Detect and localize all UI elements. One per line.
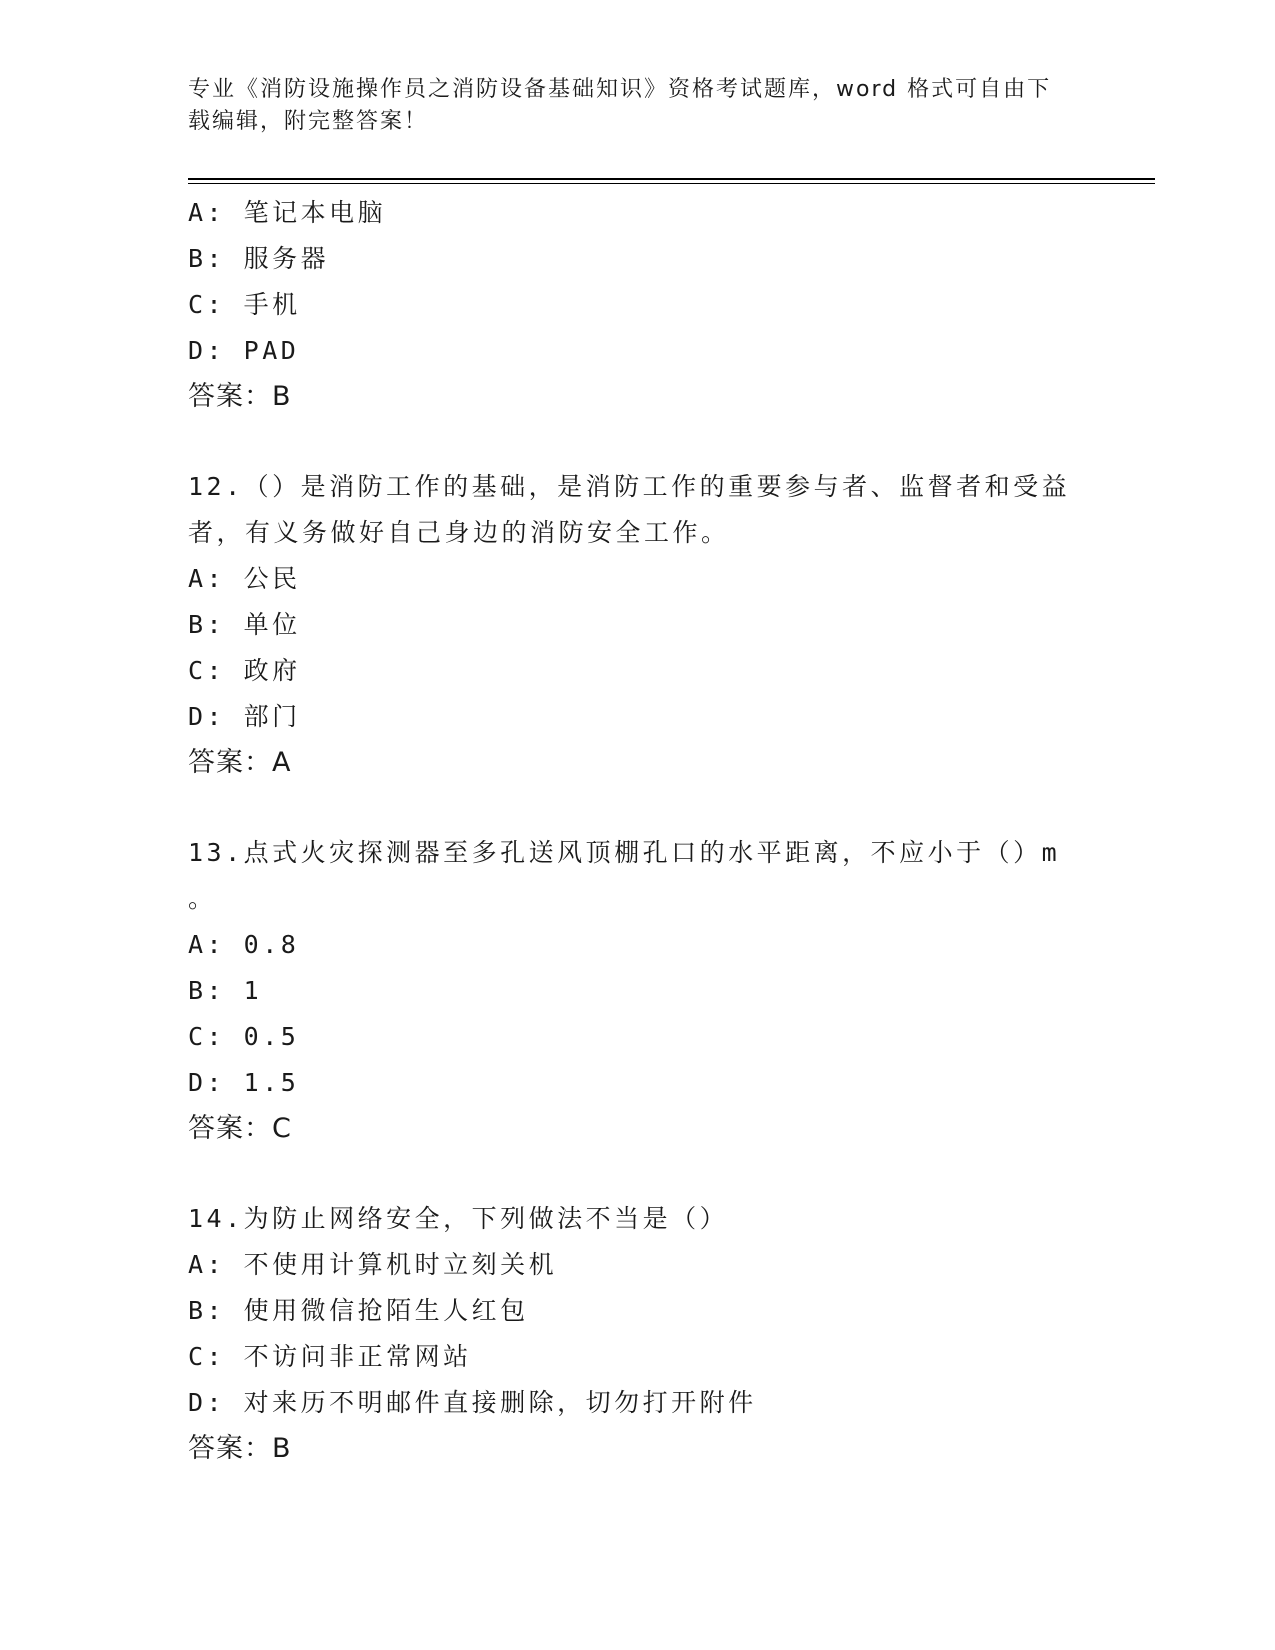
header-divider-thick — [188, 178, 1155, 180]
block-spacer — [188, 420, 1088, 464]
option-c: C: 手机 — [188, 290, 301, 319]
question-text-line-1: 14.为防止网络安全，下列做法不当是（） — [188, 1204, 729, 1233]
question-text-line-1: 12.（）是消防工作的基础，是消防工作的重要参与者、监督者和受益 — [188, 472, 1071, 501]
question-text-line-2: 者，有义务做好自己身边的消防安全工作。 — [188, 518, 730, 547]
option-a: A: 笔记本电脑 — [188, 198, 387, 227]
question-list — [188, 190, 1088, 1472]
answer-line: 答案：A — [188, 747, 292, 778]
question-block-14 — [188, 1196, 1088, 1472]
answer-line: 答案：C — [188, 1113, 292, 1144]
option-b: B: 服务器 — [188, 244, 330, 273]
answer-line: 答案：B — [188, 381, 292, 412]
header-line-2: 载编辑，附完整答案！ — [188, 109, 429, 134]
block-spacer — [188, 1152, 1088, 1196]
question-block-12 — [188, 464, 1088, 786]
option-a: A: 公民 — [188, 564, 301, 593]
question-block-11 — [188, 190, 1088, 420]
question-text-line-2: 。 — [188, 884, 217, 913]
block-spacer — [188, 786, 1088, 830]
option-d: D: 部门 — [188, 702, 301, 731]
option-d: D: PAD — [188, 336, 300, 365]
question-block-13 — [188, 830, 1088, 1152]
option-b: B: 使用微信抢陌生人红包 — [188, 1296, 529, 1325]
option-c: C: 0.5 — [188, 1022, 300, 1051]
header-line-1: 专业《消防设施操作员之消防设备基础知识》资格考试题库，word 格式可自由下 — [188, 77, 1052, 102]
option-a: A: 0.8 — [188, 930, 300, 959]
option-d: D: 对来历不明邮件直接删除，切勿打开附件 — [188, 1388, 757, 1417]
document-header — [188, 74, 1088, 138]
question-text-line-1: 13.点式火灾探测器至多孔送风顶棚孔口的水平距离，不应小于（）m — [188, 838, 1061, 867]
option-b: B: 单位 — [188, 610, 301, 639]
option-b: B: 1 — [188, 976, 263, 1005]
answer-line: 答案：B — [188, 1433, 292, 1464]
option-d: D: 1.5 — [188, 1068, 300, 1097]
option-a: A: 不使用计算机时立刻关机 — [188, 1250, 558, 1279]
option-c: C: 政府 — [188, 656, 301, 685]
option-c: C: 不访问非正常网站 — [188, 1342, 472, 1371]
header-divider-thin — [188, 183, 1155, 184]
